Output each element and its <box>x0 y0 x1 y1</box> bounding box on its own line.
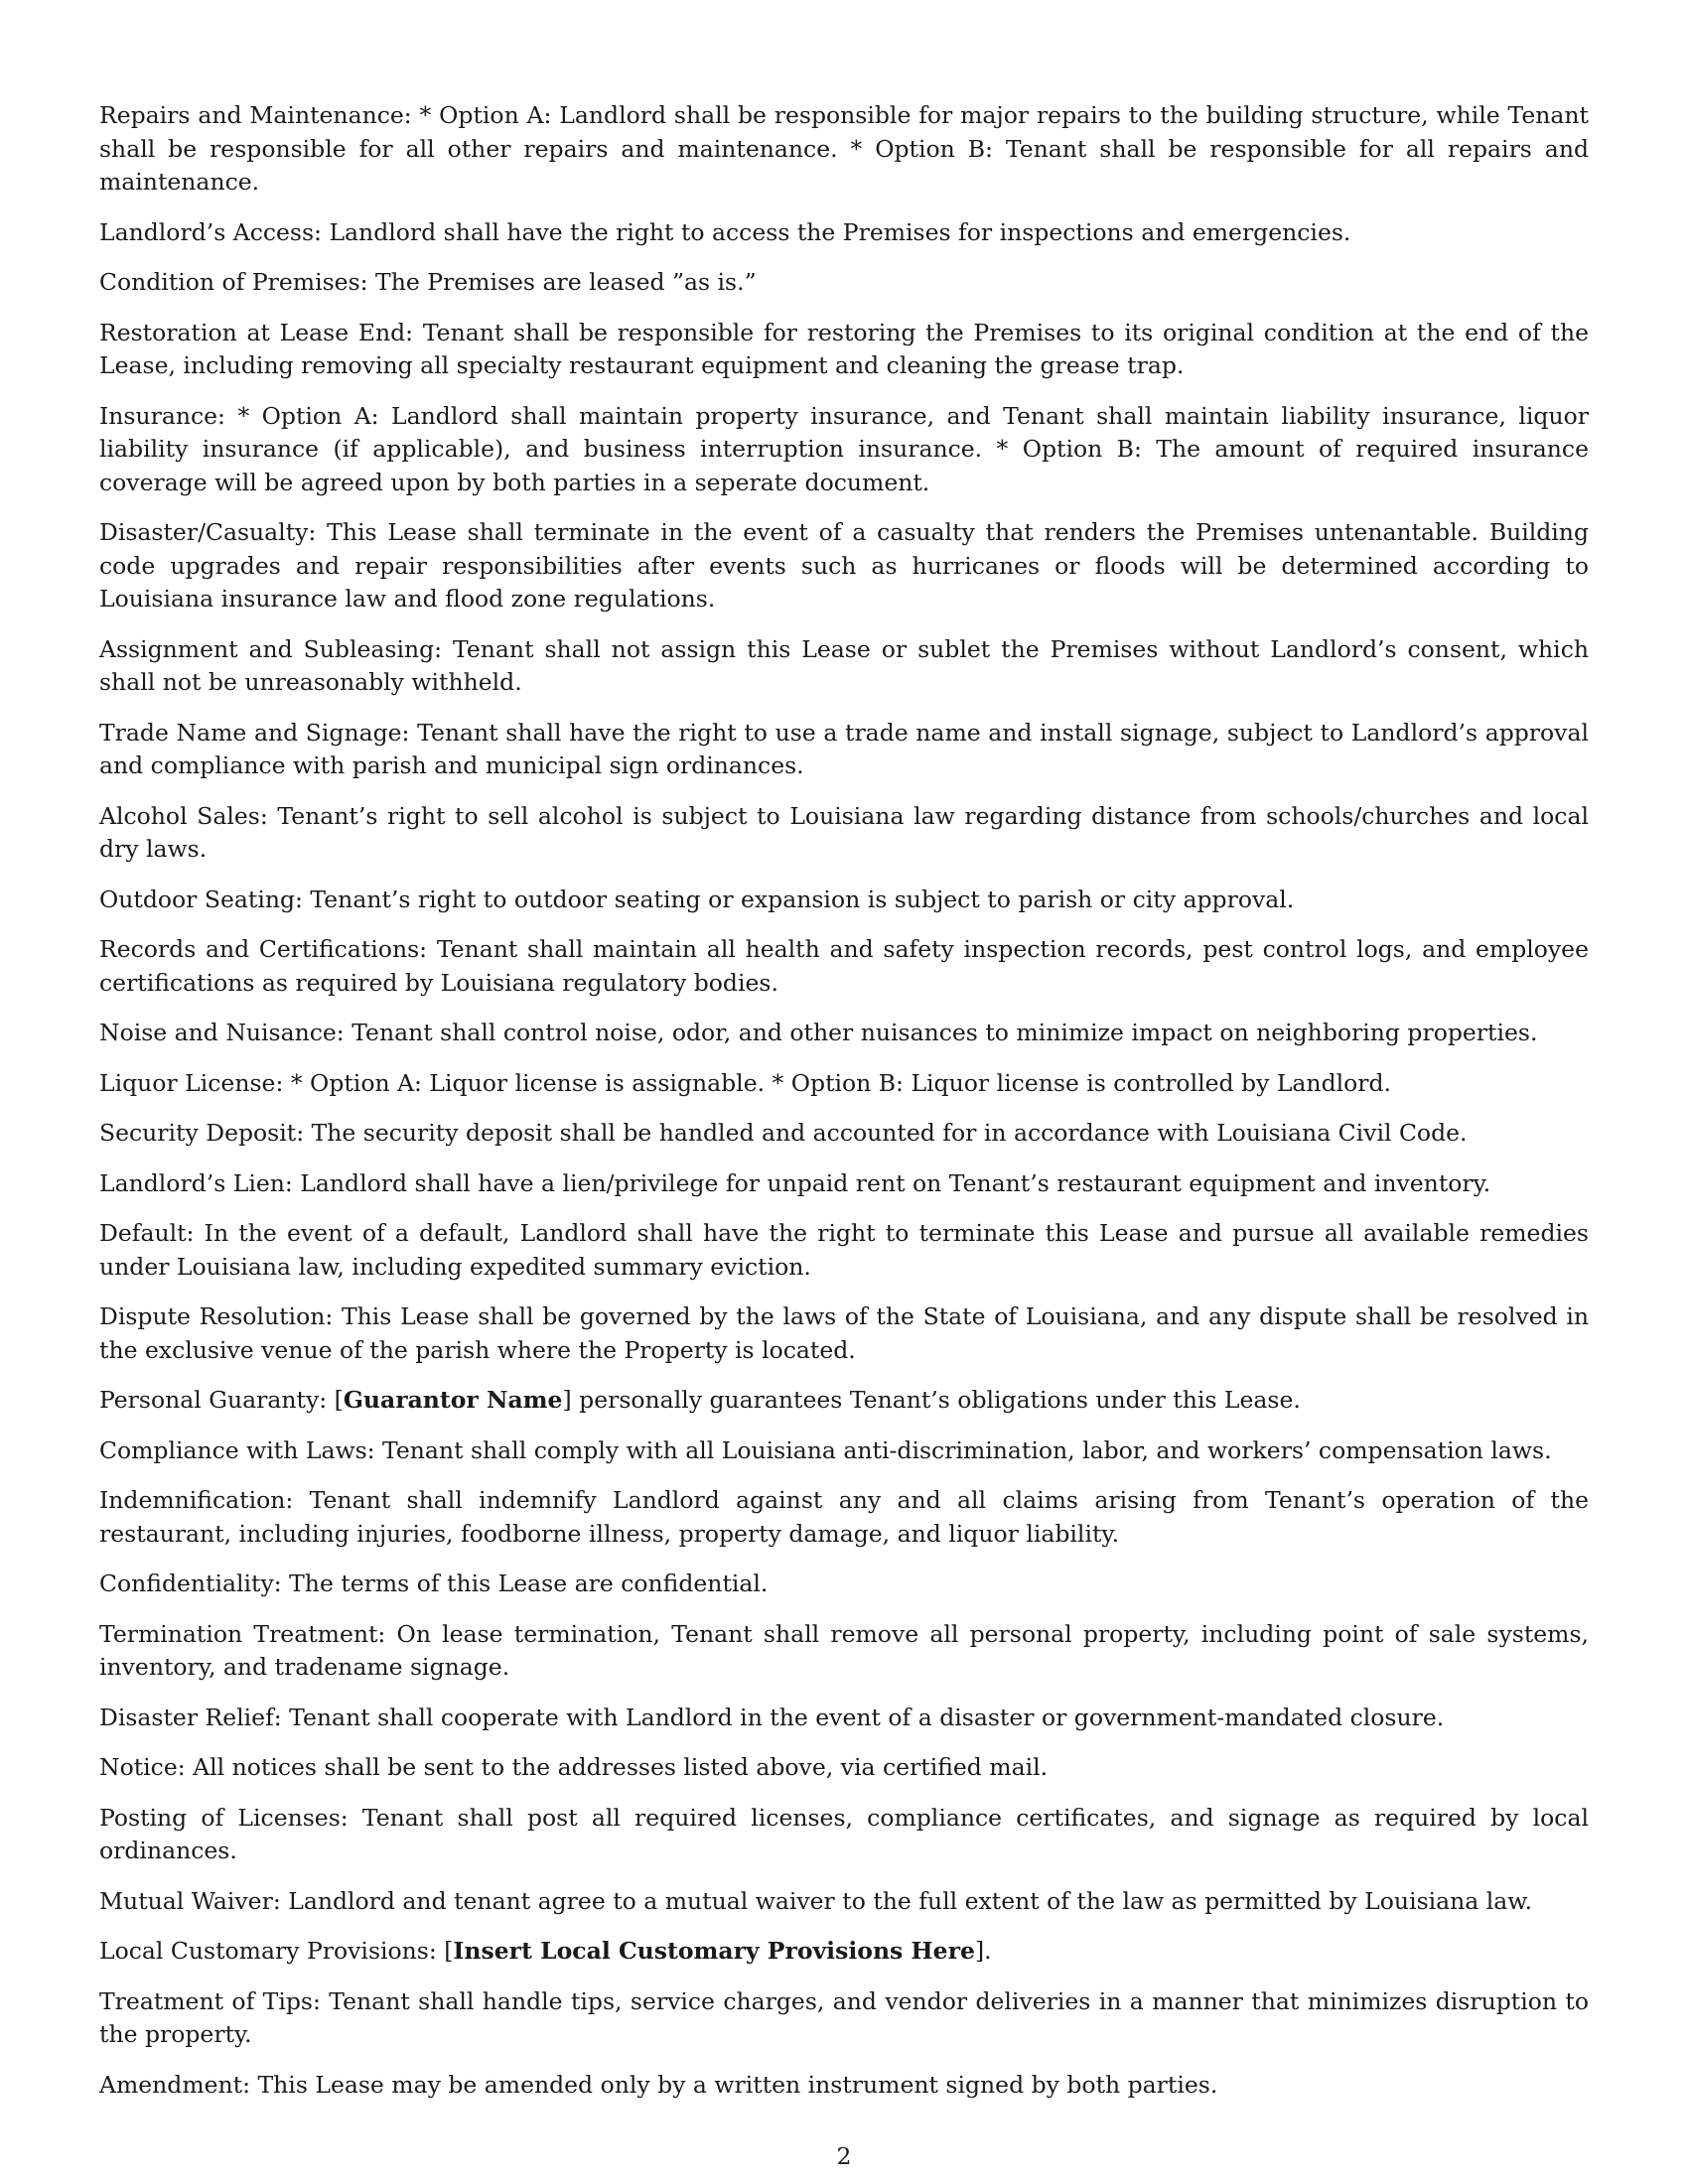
clause-condition-of-premises: Condition of Premises: The Premises are leased ”as is.” <box>99 268 757 296</box>
clause-security-deposit: Security Deposit: The security deposit shall be handled and accounted for in accordance with Louisiana Civil Code. <box>99 1119 1468 1147</box>
clause-compliance-with-laws: Compliance with Laws: Tenant shall comply with all Louisiana anti-discrimination, labor, and workers’ compensation laws. <box>99 1435 1552 1464</box>
clause-posting-of-licenses: Posting of Licenses: Tenant shall post all required licenses, compliance certificates, and signage as required by local ordinances. <box>99 1803 1589 1864</box>
clause-amendment: Amendment: This Lease may be amended only by a written instrument signed by both parties. <box>99 2070 1218 2099</box>
clause-local-customary-provisions: Local Customary Provisions: [Insert Local Customary Provisions Here]. <box>99 1937 992 1965</box>
clause-disaster-casualty: Disaster/Casualty: This Lease shall terminate in the event of a casualty that renders the Premises untenantable. Building code upgrades and repair responsibilities after events such as hurricanes or floods will be determined according to Louisiana insurance law and flood zone regulations. <box>99 518 1589 613</box>
clause-alcohol-sales: Alcohol Sales: Tenant’s right to sell alcohol is subject to Louisiana law regarding distance from schools/churches and local dry laws. <box>99 801 1589 863</box>
clause-dispute-resolution: Dispute Resolution: This Lease shall be governed by the laws of the State of Louisiana, and any dispute shall be resolved in the exclusive venue of the parish where the Property is located. <box>99 1302 1589 1364</box>
clause-landlord-lien: Landlord’s Lien: Landlord shall have a lien/privilege for unpaid rent on Tenant’s restaurant equipment and inventory. <box>99 1168 1491 1197</box>
clause-noise-nuisance: Noise and Nuisance: Tenant shall control noise, odor, and other nuisances to minimize impact on neighboring properties. <box>99 1019 1538 1046</box>
clause-repairs-maintenance: Repairs and Maintenance: * Option A: Landlord shall be responsible for major repairs to the building structure, while Tenant shall be responsible for all other repairs and maintenance. * Option B: Tenant shall be responsible for all repairs and maintenance. <box>99 101 1589 196</box>
clause-treatment-of-tips: Treatment of Tips: Tenant shall handle tips, service charges, and vendor deliveries in a manner that minimizes disruption to the property. <box>99 1986 1589 2048</box>
clause-indemnification: Indemnification: Tenant shall indemnify Landlord against any and all claims arising from Tenant’s operation of the restaurant, including injuries, foodborne illness, property damage, and liquor liability. <box>99 1486 1589 1548</box>
clause-assignment-subleasing: Assignment and Subleasing: Tenant shall not assign this Lease or sublet the Premises without Landlord’s consent, which shall not be unreasonably withheld. <box>99 634 1589 696</box>
local-provisions-placeholder: Insert Local Customary Provisions Here <box>453 1937 975 1965</box>
clause-restoration: Restoration at Lease End: Tenant shall be responsible for restoring the Premises to its original condition at the end of the Lease, including removing all specialty restaurant equipment and cleaning the grease trap. <box>99 318 1589 379</box>
clause-confidentiality: Confidentiality: The terms of this Lease are confidential. <box>99 1570 769 1597</box>
clause-outdoor-seating: Outdoor Seating: Tenant’s right to outdoor seating or expansion is subject to parish or city approval. <box>99 885 1295 913</box>
clause-records-certifications: Records and Certifications: Tenant shall maintain all health and safety inspection records, pest control logs, and employee certifications as required by Louisiana regulatory bodies. <box>99 935 1589 997</box>
clause-insurance: Insurance: * Option A: Landlord shall maintain property insurance, and Tenant shall maintain liability insurance, liquor liability insurance (if applicable), and business interruption insurance. * Option B: The amount of required insurance coverage will be agreed upon by both parties in a seperate document. <box>99 401 1589 496</box>
clause-personal-guaranty: Personal Guaranty: [Guarantor Name] personally guarantees Tenant’s obligations under this Lease. <box>99 1386 1301 1414</box>
clause-trade-name-signage: Trade Name and Signage: Tenant shall have the right to use a trade name and install signage, subject to Landlord’s approval and compliance with parish and municipal sign ordinances. <box>99 718 1589 779</box>
clause-termination-treatment: Termination Treatment: On lease termination, Tenant shall remove all personal property, including point of sale systems, inventory, and tradename signage. <box>99 1619 1589 1681</box>
clause-liquor-license: Liquor License: * Option A: Liquor license is assignable. * Option B: Liquor license is controlled by Landlord. <box>99 1068 1392 1097</box>
clause-default: Default: In the event of a default, Landlord shall have the right to terminate this Lease and pursue all available remedies under Louisiana law, including expedited summary eviction. <box>99 1219 1589 1281</box>
page-number: 2 <box>836 2142 852 2170</box>
clause-mutual-waiver: Mutual Waiver: Landlord and tenant agree to a mutual waiver to the full extent of the law as permitted by Louisiana law. <box>99 1886 1533 1915</box>
document-page <box>99 99 1589 2118</box>
clause-notice: Notice: All notices shall be sent to the addresses listed above, via certified mail. <box>99 1753 1049 1781</box>
clause-disaster-relief: Disaster Relief: Tenant shall cooperate with Landlord in the event of a disaster or government-mandated closure. <box>99 1703 1445 1731</box>
guarantor-name-placeholder: Guarantor Name <box>343 1386 563 1414</box>
clause-landlord-access: Landlord’s Access: Landlord shall have the right to access the Premises for inspections and emergencies. <box>99 217 1351 246</box>
